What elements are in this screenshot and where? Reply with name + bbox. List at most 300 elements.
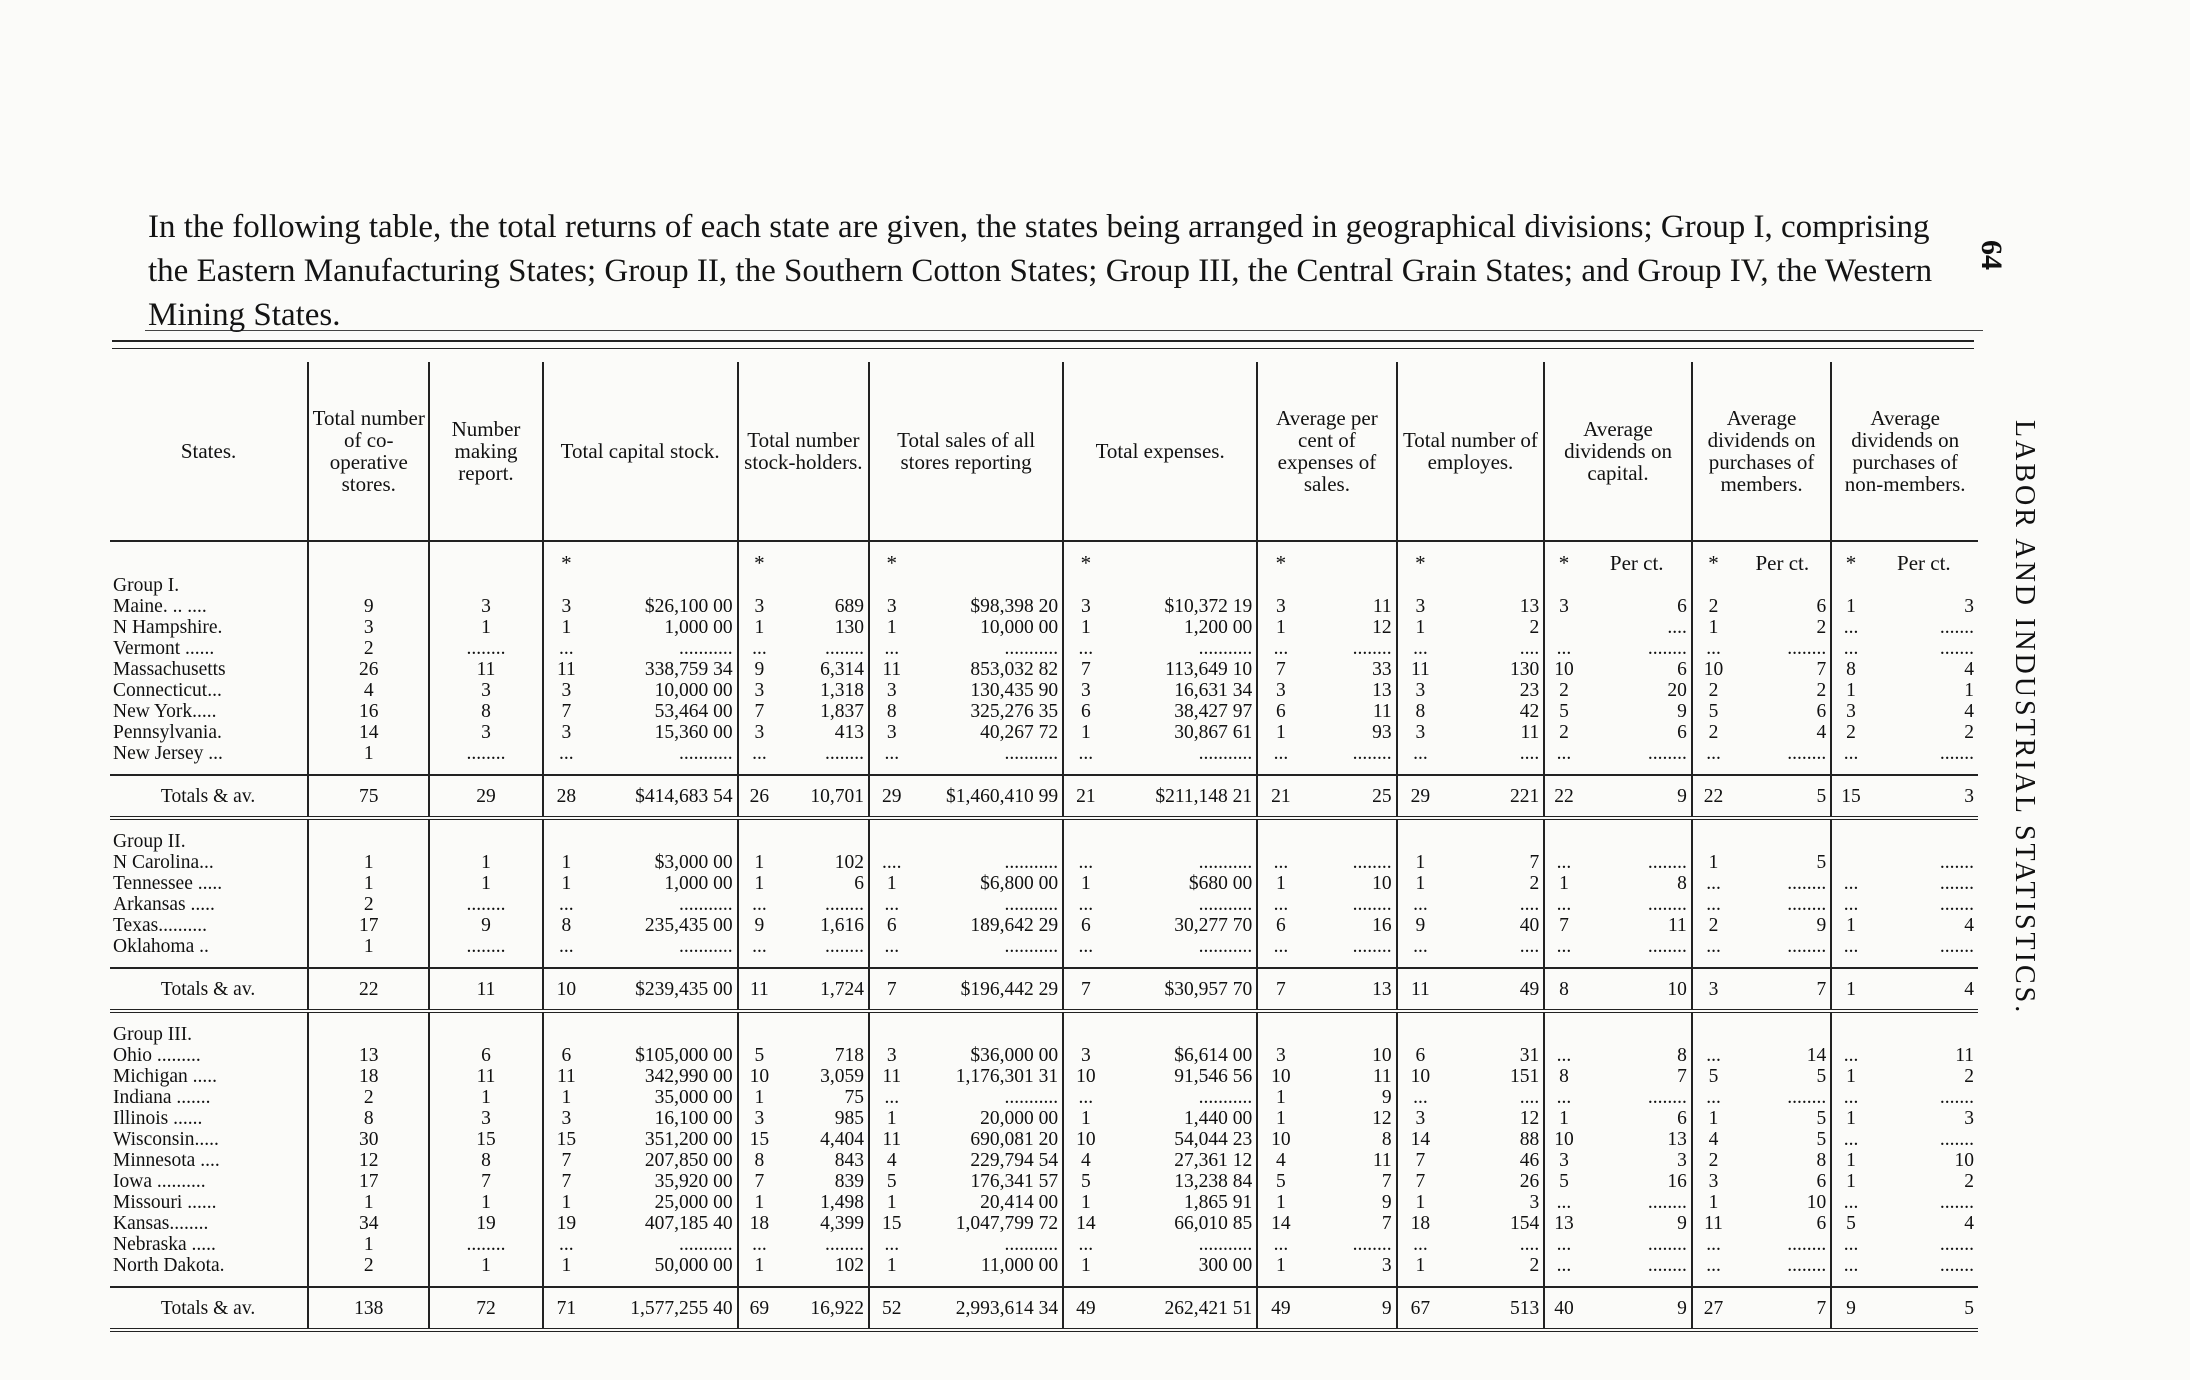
- table-cell: 33: [1372, 659, 1392, 680]
- table-cell: [589, 1023, 738, 1045]
- table-cell: 5: [1692, 701, 1734, 722]
- table-cell: [308, 830, 429, 852]
- table-cell: [429, 830, 542, 852]
- table-cell: .......: [1939, 1192, 1974, 1213]
- table-cell: ...: [738, 638, 780, 659]
- table-cell: ...: [1544, 894, 1582, 915]
- table-cell: [1397, 957, 1443, 968]
- table-cell: 11: [869, 1066, 913, 1087]
- table-cell: 14: [1806, 1045, 1827, 1066]
- table-cell: [1063, 764, 1107, 775]
- table-cell: 3: [1257, 596, 1303, 617]
- group-heading: Group III.: [113, 1023, 193, 1045]
- table-cell: 3: [308, 617, 429, 638]
- table-cell: 351,200 00: [644, 1129, 733, 1150]
- table-cell: 151: [1509, 1066, 1540, 1087]
- table-cell: 5: [1816, 852, 1827, 873]
- table-cell: 1: [1831, 1066, 1869, 1087]
- group-heading-row: [110, 1023, 1978, 1045]
- table-cell: ........: [1787, 873, 1827, 894]
- star-mark: *: [1692, 541, 1734, 574]
- table-cell: [1870, 818, 1978, 830]
- table-cell: ........: [825, 1234, 865, 1255]
- table-cell: [589, 1276, 738, 1287]
- intro-paragraph: In the following table, the total returns of each state are given, the states being arranged in geographical divisions; Group I, comprising the Eastern Manufacturing States; Group II, the Southern Cotton States; Group III, the Central Grain States; and Group IV, the Western Mining States.: [148, 209, 1933, 333]
- table-cell: ...: [738, 743, 780, 764]
- table-cell: 10,000 00: [980, 617, 1059, 638]
- table-cell: ...: [543, 894, 589, 915]
- row-label: Missouri ......: [113, 1192, 217, 1213]
- table-cell: 3: [738, 1108, 780, 1129]
- table-cell: 3: [738, 596, 780, 617]
- table-row: [110, 936, 1978, 957]
- table-row: [110, 852, 1978, 873]
- table-cell: [1108, 574, 1258, 596]
- table-cell: 11: [869, 1129, 913, 1150]
- table-cell: 5: [1734, 775, 1831, 818]
- table-cell: 27,361 12: [1174, 1150, 1253, 1171]
- table-cell: [1583, 574, 1692, 596]
- table-cell: 5: [869, 1171, 913, 1192]
- table-cell: 10: [1806, 1192, 1827, 1213]
- table-cell: 6: [543, 1045, 589, 1066]
- table-cell: 10: [1372, 873, 1392, 894]
- table-cell: 3: [1381, 1255, 1392, 1276]
- table-cell: [1397, 1276, 1443, 1287]
- table-cell: [1443, 574, 1544, 596]
- table-cell: $3,000 00: [654, 852, 733, 873]
- table-cell: [1108, 830, 1258, 852]
- table-cell: 7: [1529, 852, 1540, 873]
- table-cell: 6: [1677, 1108, 1687, 1129]
- table-cell: ....: [1519, 936, 1540, 957]
- table-row: [110, 1171, 1978, 1192]
- table-cell: 7: [738, 1171, 780, 1192]
- table-cell: 1: [1831, 915, 1869, 936]
- table-cell: [1544, 764, 1582, 775]
- table-cell: 1: [1257, 873, 1303, 894]
- table-cell: 1: [869, 1192, 913, 1213]
- table-cell: 4: [869, 1150, 913, 1171]
- table-cell: ...: [1831, 638, 1869, 659]
- table-cell: ........: [825, 936, 865, 957]
- table-cell: 138: [308, 1287, 429, 1330]
- table-cell: [589, 574, 738, 596]
- table-cell: 10: [1063, 1129, 1107, 1150]
- table-cell: 4: [308, 680, 429, 701]
- table-cell: 3: [1677, 1150, 1687, 1171]
- table-cell: ...: [1544, 1045, 1582, 1066]
- table-row: [110, 680, 1978, 701]
- table-cell: $36,000 00: [970, 1045, 1059, 1066]
- table-cell: 52: [869, 1287, 913, 1330]
- col-employes: Total number of employes.: [1397, 362, 1545, 541]
- table-cell: 6: [1063, 915, 1107, 936]
- table-row: [110, 1045, 1978, 1066]
- table-cell: 13,238 84: [1174, 1171, 1253, 1192]
- table-cell: 49: [1257, 1287, 1303, 1330]
- table-cell: 14: [1257, 1213, 1303, 1234]
- table-cell: 2: [1964, 1066, 1974, 1087]
- table-cell: [543, 830, 589, 852]
- table-cell: .......: [1939, 1255, 1974, 1276]
- table-cell: 28: [543, 775, 589, 818]
- table-cell: 2: [1692, 596, 1734, 617]
- table-cell: [738, 957, 780, 968]
- table-row: [110, 873, 1978, 894]
- table-cell: 1,200 00: [1183, 617, 1253, 638]
- table-cell: 1: [738, 852, 780, 873]
- table-cell: 342,990 00: [644, 1066, 733, 1087]
- table-cell: ...: [1831, 873, 1869, 894]
- table-cell: 6: [869, 915, 913, 936]
- row-label: Totals & av.: [110, 775, 308, 818]
- table-cell: 2: [1816, 680, 1827, 701]
- table-cell: [780, 1011, 869, 1023]
- table-cell: [589, 830, 738, 852]
- table-cell: 66,010 85: [1174, 1213, 1253, 1234]
- table-cell: 31: [1519, 1045, 1540, 1066]
- table-cell: ...: [1063, 638, 1107, 659]
- table-cell: $6,800 00: [980, 873, 1059, 894]
- table-cell: [780, 830, 869, 852]
- table-cell: [1692, 574, 1734, 596]
- table-cell: 22: [308, 968, 429, 1011]
- col-states: States.: [110, 362, 308, 541]
- table-cell: [1692, 818, 1734, 830]
- table-cell: 4,399: [820, 1213, 865, 1234]
- spacer-row: [110, 1276, 1978, 1287]
- table-cell: [1734, 818, 1831, 830]
- table-cell: ...: [1544, 1234, 1582, 1255]
- table-cell: [780, 1023, 869, 1045]
- table-cell: 17: [308, 1171, 429, 1192]
- table-cell: [1734, 1011, 1831, 1023]
- table-cell: ...: [1831, 617, 1869, 638]
- table-cell: ........: [429, 1234, 542, 1255]
- table-cell: 10: [1692, 659, 1734, 680]
- table-cell: 1: [308, 1234, 429, 1255]
- table-cell: [543, 957, 589, 968]
- row-label: Totals & av.: [110, 1287, 308, 1330]
- table-cell: 7: [1257, 659, 1303, 680]
- table-cell: 2: [308, 894, 429, 915]
- table-row: [110, 1108, 1978, 1129]
- page-number: 64: [1975, 240, 2008, 270]
- table-row: [110, 915, 1978, 936]
- table-cell: 4: [1870, 968, 1978, 1011]
- table-cell: 14: [308, 722, 429, 743]
- table-cell: 8: [429, 701, 542, 722]
- table-cell: ....: [1519, 743, 1540, 764]
- table-cell: 2: [1964, 722, 1974, 743]
- table-cell: 4: [1964, 915, 1974, 936]
- table-cell: [1063, 1011, 1107, 1023]
- table-cell: 1: [429, 1087, 542, 1108]
- table-cell: 9: [738, 659, 780, 680]
- table-cell: 10: [1063, 1066, 1107, 1087]
- table-cell: 6,314: [820, 659, 865, 680]
- table-cell: ....: [869, 852, 913, 873]
- table-cell: 21: [1063, 775, 1107, 818]
- table-cell: 1,440 00: [1183, 1108, 1253, 1129]
- star-mark: *: [1397, 541, 1443, 574]
- table-row: [110, 1150, 1978, 1171]
- table-cell: ...: [1692, 873, 1734, 894]
- table-cell: 7: [738, 701, 780, 722]
- table-cell: [1831, 957, 1869, 968]
- table-cell: ...: [1692, 638, 1734, 659]
- table-cell: 1: [1257, 1255, 1303, 1276]
- totals-row: [110, 968, 1978, 1011]
- table-cell: .......: [1939, 638, 1974, 659]
- table-cell: 10: [1257, 1129, 1303, 1150]
- table-cell: ...: [1397, 1234, 1443, 1255]
- table-cell: ........: [1787, 894, 1827, 915]
- row-label: Illinois ......: [113, 1108, 203, 1129]
- table-cell: [1257, 1023, 1303, 1045]
- table-cell: [1257, 574, 1303, 596]
- table-cell: ...........: [1004, 638, 1059, 659]
- table-cell: $680 00: [1188, 873, 1253, 894]
- group-heading: Group II.: [113, 830, 186, 852]
- table-cell: [1831, 1276, 1869, 1287]
- table-cell: [1397, 764, 1443, 775]
- table-cell: 8: [543, 915, 589, 936]
- table-cell: [1831, 1011, 1869, 1023]
- table-cell: [738, 764, 780, 775]
- row-label: [110, 957, 308, 968]
- table-cell: $211,148 21: [1108, 775, 1258, 818]
- table-cell: [1734, 764, 1831, 775]
- table-cell: [738, 1276, 780, 1287]
- table-cell: 26: [308, 659, 429, 680]
- table-row: [110, 722, 1978, 743]
- mark-row: [110, 541, 1978, 574]
- row-label: Arkansas .....: [113, 894, 215, 915]
- table-cell: [738, 1011, 780, 1023]
- table-cell: 4: [1257, 1150, 1303, 1171]
- table-cell: [1304, 830, 1397, 852]
- table-cell: 7: [1816, 659, 1827, 680]
- table-cell: [429, 818, 542, 830]
- table-cell: 1: [1831, 968, 1869, 1011]
- table-cell: 207,850 00: [644, 1150, 733, 1171]
- table-cell: ...: [869, 1087, 913, 1108]
- table-cell: 1: [1831, 596, 1869, 617]
- table-cell: 1,047,799 72: [955, 1213, 1059, 1234]
- row-label: Iowa ..........: [113, 1171, 206, 1192]
- table-cell: [914, 1011, 1064, 1023]
- table-cell: ...: [1831, 894, 1869, 915]
- table-cell: 6: [1816, 1213, 1827, 1234]
- table-cell: $26,100 00: [644, 596, 733, 617]
- table-cell: 3: [869, 722, 913, 743]
- table-row: [110, 1087, 1978, 1108]
- row-label: Oklahoma ..: [113, 936, 209, 957]
- table-cell: 235,435 00: [644, 915, 733, 936]
- table-cell: 29: [869, 775, 913, 818]
- table-cell: [738, 1023, 780, 1045]
- table-cell: 6: [1816, 701, 1827, 722]
- table-cell: 15: [1831, 775, 1869, 818]
- table-cell: ....: [1667, 617, 1687, 638]
- table-cell: 7: [543, 1150, 589, 1171]
- table-cell: 18: [738, 1213, 780, 1234]
- table-cell: ........: [1647, 852, 1687, 873]
- table-cell: 19: [543, 1213, 589, 1234]
- table-cell: ...: [1831, 1087, 1869, 1108]
- table-cell: [1257, 764, 1303, 775]
- table-cell: 1: [543, 617, 589, 638]
- table-cell: 11,000 00: [980, 1255, 1059, 1276]
- table-cell: ...: [1257, 894, 1303, 915]
- table-cell: ...: [869, 936, 913, 957]
- table-cell: ...: [738, 894, 780, 915]
- table-cell: 1: [429, 617, 542, 638]
- table-cell: [1734, 1276, 1831, 1287]
- table-cell: 13: [1667, 1129, 1687, 1150]
- table-cell: 221: [1443, 775, 1544, 818]
- table-cell: 113,649 10: [1165, 659, 1253, 680]
- table-cell: [1870, 1023, 1978, 1045]
- table-cell: 1: [543, 873, 589, 894]
- row-label: Wisconsin.....: [113, 1129, 219, 1150]
- star-mark: *: [543, 541, 589, 574]
- table-cell: [1108, 764, 1258, 775]
- table-cell: 1: [869, 873, 913, 894]
- table-cell: 2: [1692, 680, 1734, 701]
- table-cell: 40: [1519, 915, 1540, 936]
- table-row: [110, 1066, 1978, 1087]
- table-cell: 4: [1692, 1129, 1734, 1150]
- table-cell: [1692, 830, 1734, 852]
- table-cell: ........: [1647, 936, 1687, 957]
- table-cell: 7: [1063, 659, 1107, 680]
- table-cell: ...: [1257, 852, 1303, 873]
- table-cell: 15,360 00: [654, 722, 733, 743]
- table-cell: 1: [429, 1192, 542, 1213]
- table-cell: 27: [1692, 1287, 1734, 1330]
- table-cell: 30,277 70: [1174, 915, 1253, 936]
- table-cell: 10: [1372, 1045, 1392, 1066]
- table-cell: ...: [1397, 894, 1443, 915]
- table-cell: [1304, 1011, 1397, 1023]
- cooperative-stores-table: [110, 362, 1978, 1332]
- table-cell: 88: [1519, 1129, 1540, 1150]
- table-cell: ........: [1352, 1234, 1392, 1255]
- table-cell: 2: [1692, 1150, 1734, 1171]
- table-cell: [1692, 1011, 1734, 1023]
- table-cell: 11: [1372, 1066, 1392, 1087]
- table-cell: 40,267 72: [980, 722, 1059, 743]
- col-pct-expenses: Average per cent of expenses of sales.: [1257, 362, 1396, 541]
- table-cell: 2: [1964, 1171, 1974, 1192]
- table-cell: [589, 764, 738, 775]
- table-cell: 176,341 57: [970, 1171, 1059, 1192]
- table-cell: 189,642 29: [970, 915, 1059, 936]
- table-cell: 3: [869, 680, 913, 701]
- table-cell: ........: [1647, 638, 1687, 659]
- table-cell: [869, 818, 913, 830]
- table-cell: ...: [1063, 852, 1107, 873]
- table-cell: 1,577,255 40: [589, 1287, 738, 1330]
- table-cell: 1: [543, 852, 589, 873]
- table-cell: 3: [869, 596, 913, 617]
- table-cell: 26: [1519, 1171, 1540, 1192]
- table-cell: 34: [308, 1213, 429, 1234]
- col-total-stores: Total number of co-operative stores.: [308, 362, 429, 541]
- table-cell: 1: [869, 617, 913, 638]
- table-cell: 7: [869, 968, 913, 1011]
- table-cell: ........: [1787, 1234, 1827, 1255]
- table-cell: 1,000 00: [664, 873, 733, 894]
- table-cell: 9: [1583, 775, 1692, 818]
- table-cell: 1: [308, 743, 429, 764]
- table-cell: ...: [1544, 1192, 1582, 1213]
- table-cell: [914, 830, 1064, 852]
- table-cell: 7: [1397, 1171, 1443, 1192]
- table-cell: 30,867 61: [1174, 722, 1253, 743]
- table-cell: 15: [738, 1129, 780, 1150]
- table-cell: 3: [429, 596, 542, 617]
- table-cell: ...: [1544, 936, 1582, 957]
- table-cell: 13: [1544, 1213, 1582, 1234]
- table-cell: [1304, 764, 1397, 775]
- table-cell: 11: [1372, 596, 1392, 617]
- table-cell: 15: [869, 1213, 913, 1234]
- table-cell: [308, 818, 429, 830]
- table-cell: 262,421 51: [1108, 1287, 1258, 1330]
- table-cell: ...........: [1004, 1234, 1059, 1255]
- table-cell: 130: [1509, 659, 1540, 680]
- table-cell: ...: [543, 638, 589, 659]
- table-cell: 7: [1063, 968, 1107, 1011]
- table-cell: 69: [738, 1287, 780, 1330]
- table-cell: 7: [429, 1171, 542, 1192]
- table-cell: [1063, 830, 1107, 852]
- table-cell: 10: [1544, 659, 1582, 680]
- table-cell: 4: [1964, 1213, 1974, 1234]
- table-cell: 22: [1544, 775, 1582, 818]
- table-cell: [1544, 1023, 1582, 1045]
- col-div-members: Average dividends on purchases of members.: [1692, 362, 1831, 541]
- table-cell: 1: [1692, 617, 1734, 638]
- table-cell: [1870, 1011, 1978, 1023]
- table-cell: [308, 1276, 429, 1287]
- table-cell: 35,920 00: [654, 1171, 733, 1192]
- table-cell: [1544, 830, 1582, 852]
- table-cell: $196,442 29: [914, 968, 1064, 1011]
- row-label: Minnesota ....: [113, 1150, 220, 1171]
- table-cell: 21: [1257, 775, 1303, 818]
- table-cell: ...: [1063, 936, 1107, 957]
- table-cell: [914, 957, 1064, 968]
- table-cell: [589, 818, 738, 830]
- table-cell: 16,100 00: [654, 1108, 733, 1129]
- table-row: [110, 596, 1978, 617]
- table-cell: [1108, 818, 1258, 830]
- table-cell: 1: [1063, 722, 1107, 743]
- table-cell: [589, 957, 738, 968]
- table-cell: 839: [834, 1171, 865, 1192]
- table-cell: 67: [1397, 1287, 1443, 1330]
- table-cell: ...: [1692, 743, 1734, 764]
- table-cell: 11: [1397, 659, 1443, 680]
- table-cell: ........: [825, 743, 865, 764]
- table-cell: 3: [543, 722, 589, 743]
- table-cell: 6: [854, 873, 865, 894]
